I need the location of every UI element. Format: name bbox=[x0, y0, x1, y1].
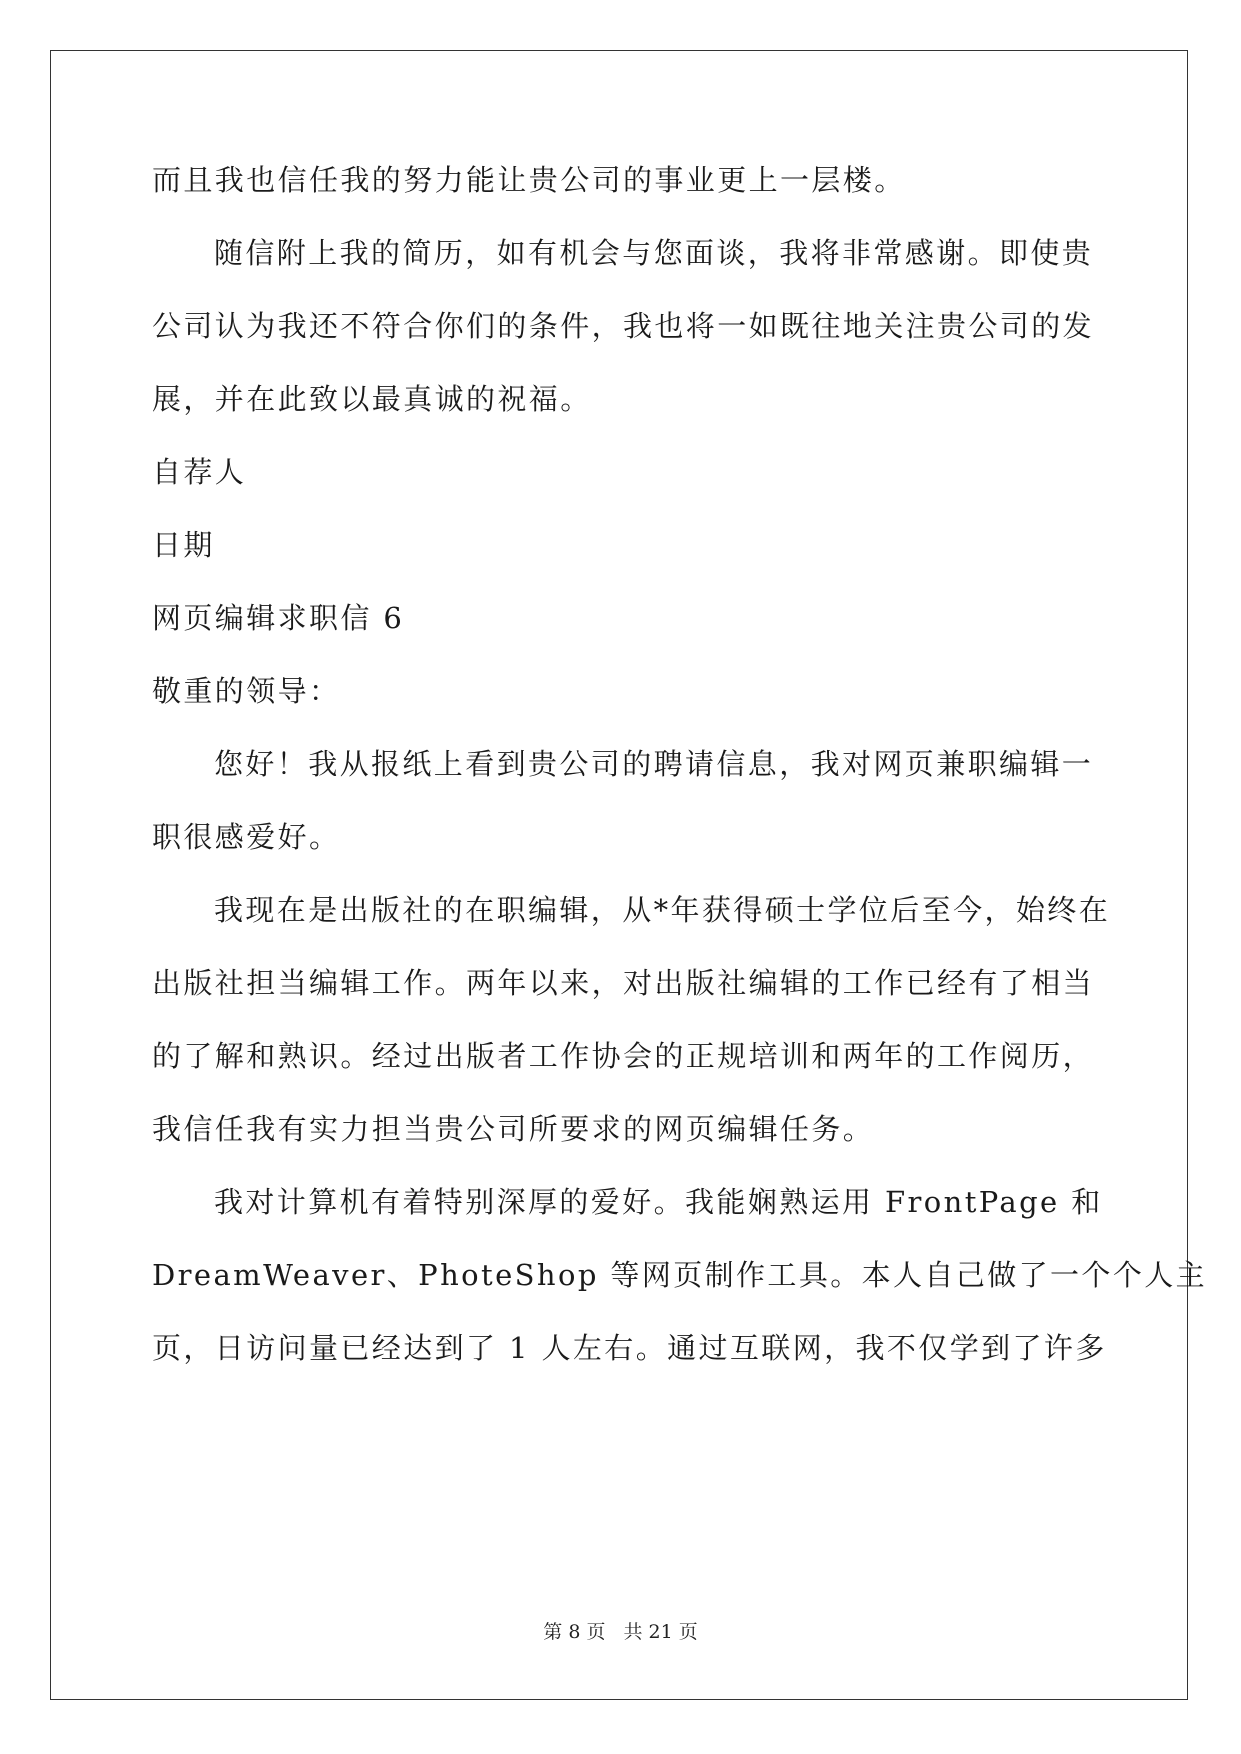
paragraph-line: 职很感爱好。 bbox=[152, 820, 341, 854]
page-footer bbox=[0, 1617, 1241, 1644]
paragraph-line: 出版社担当编辑工作。两年以来，对出版社编辑的工作已经有了相当 bbox=[152, 966, 1095, 1000]
date-label: 日期 bbox=[152, 528, 215, 562]
salutation: 敬重的领导： bbox=[152, 674, 341, 708]
paragraph-line: 我现在是出版社的在职编辑，从*年获得硕士学位后至今，始终在 bbox=[214, 893, 1111, 927]
paragraph-line: 您好！我从报纸上看到贵公司的聘请信息，我对网页兼职编辑一 bbox=[214, 747, 1094, 781]
paragraph-line: 随信附上我的简历，如有机会与您面谈，我将非常感谢。即使贵 bbox=[214, 236, 1094, 270]
paragraph-line: 我对计算机有着特别深厚的爱好。我能娴熟运用 FrontPage 和 bbox=[214, 1185, 1103, 1219]
paragraph-line: 页，日访问量已经达到了 1 人左右。通过互联网，我不仅学到了许多 bbox=[152, 1331, 1107, 1365]
page-frame bbox=[50, 50, 1188, 1700]
paragraph-line: 而且我也信任我的努力能让贵公司的事业更上一层楼。 bbox=[152, 163, 906, 197]
paragraph-line: 公司认为我还不符合你们的条件，我也将一如既往地关注贵公司的发 bbox=[152, 309, 1095, 343]
paragraph-line: 展，并在此致以最真诚的祝福。 bbox=[152, 382, 592, 416]
paragraph-line: 我信任我有实力担当贵公司所要求的网页编辑任务。 bbox=[152, 1112, 875, 1146]
section-title: 网页编辑求职信 6 bbox=[152, 601, 405, 635]
signature-label: 自荐人 bbox=[152, 455, 247, 489]
page-total: 共 21 页 bbox=[623, 1621, 698, 1643]
paragraph-line: 的了解和熟识。经过出版者工作协会的正规培训和两年的工作阅历， bbox=[152, 1039, 1095, 1073]
page-number: 第 8 页 bbox=[543, 1621, 606, 1643]
paragraph-line: DreamWeaver、PhoteShop 等网页制作工具。本人自己做了一个个人主 bbox=[152, 1258, 1208, 1292]
